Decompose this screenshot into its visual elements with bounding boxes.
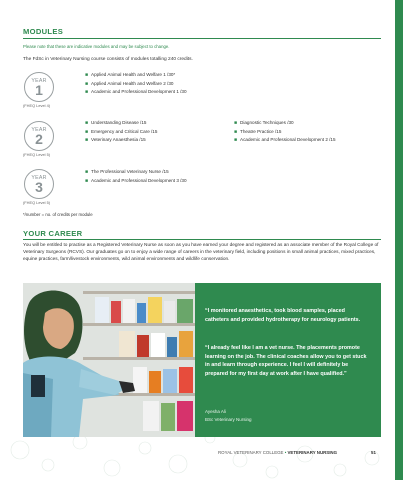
year-number: 2 [35, 131, 43, 147]
year-3-fheq: (FHEQ Level 5) [23, 200, 51, 205]
year-2-modules-col1 [85, 119, 157, 145]
module-item: ■ Understanding Disease /15 [85, 120, 147, 126]
testimonial-name: Ayesha Ali [205, 409, 226, 414]
module-item: ■ Veterinary Anaesthesia /15 [85, 137, 146, 144]
career-heading: YOUR CAREER [23, 229, 83, 238]
module-item: ■ Theatre Practice /15 [234, 128, 282, 135]
testimonial-role: BSc Veterinary Nursing [205, 417, 252, 422]
footer-separator: • [284, 450, 287, 455]
page-footer [218, 450, 337, 455]
module-item: ■ Applied Animal Health and Welfare 1 /30* [85, 72, 176, 78]
modules-note: Please note that these are indicative modules and may be subject to change. [23, 44, 170, 49]
year-1-modules [85, 71, 187, 97]
year-number: 3 [35, 179, 43, 195]
year-3-badge [24, 169, 54, 199]
testimonial-panel [23, 283, 381, 437]
module-item: ■ Diagnostic Techniques /30 [234, 120, 294, 126]
year-label: YEAR [31, 127, 47, 133]
footer-college: ROYAL VETERINARY COLLEGE [218, 450, 284, 455]
modules-rule [23, 38, 381, 39]
module-item: ■ Academic and Professional Development 3 /30 [85, 177, 187, 184]
year-2-modules-col2 [234, 119, 336, 145]
student-photo [23, 283, 195, 437]
year-1-badge [24, 72, 54, 102]
module-item: ■ Academic and Professional Development 2 /15 [234, 137, 336, 144]
year-2-fheq: (FHEQ Level 5) [23, 152, 51, 157]
green-edge-strip [395, 0, 403, 480]
modules-heading: MODULES [23, 27, 64, 36]
career-rule [23, 239, 381, 240]
module-item: ■ Emergency and Critical Care /15 [85, 128, 158, 135]
year-number: 1 [35, 82, 43, 98]
modules-intro: The FdSc in Veterinary Nursing course consists of modules totalling 240 credits. [23, 57, 193, 62]
year-1-fheq: (FHEQ Level 4) [23, 103, 51, 108]
year-3-modules [85, 168, 187, 185]
module-item: ■ Academic and Professional Development 1 /30 [85, 89, 187, 96]
testimonial-quote-2: “I already feel like I am a vet nurse. The placements promote learning on the job. The clinical coaches allow you to get stuck in and learn through experience. I feel I will definitely be prepared for my first day at work after I have qualified.” [205, 345, 367, 377]
page-number: 51 [371, 450, 376, 455]
career-body: You will be entitled to practise as a Registered Veterinary Nurse as soon as you have earned your degree and registered as an associate member of the Royal College of Veterinary Surgeons (RCVS). Our graduates go on to enjoy a wide range of careers in the veterinary field, including positions in small animal practices, mixed practices, equine practices, farm/livestock environments, wild animal environments and wildlife conservation. [23, 243, 379, 263]
footer-section: VETERINARY NURSING [287, 450, 338, 455]
year-label: YEAR [31, 175, 47, 181]
module-item: ■ The Professional Veterinary Nurse /15 [85, 169, 169, 175]
module-item: ■ Applied Animal Health and Welfare 2 /30 [85, 80, 174, 87]
year-2-badge [24, 121, 54, 151]
credits-footnote: */number = no. of credits per module [23, 212, 93, 217]
year-label: YEAR [31, 78, 47, 84]
testimonial-quote-1: “I monitored anaesthetics, took blood samples, placed catheters and provided hydrotherapy for neurology patients. [205, 308, 361, 323]
